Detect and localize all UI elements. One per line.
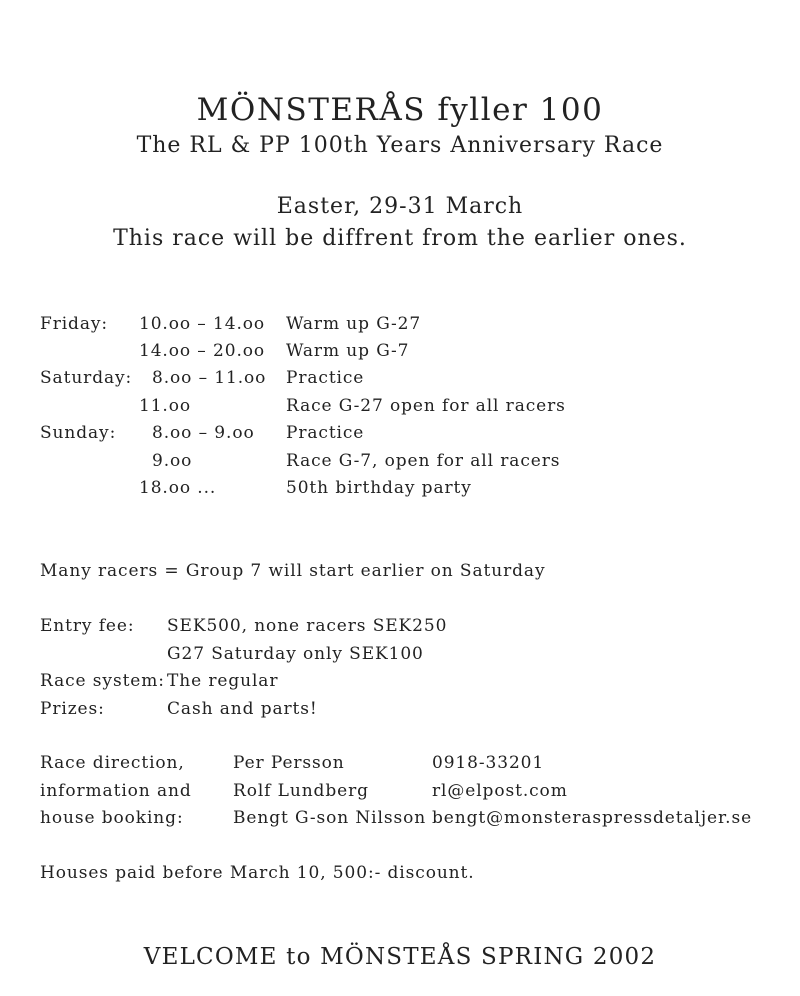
fee-label: Entry fee:: [40, 616, 135, 636]
schedule-time: 8.oo – 11.oo: [152, 368, 267, 388]
schedule-day: Saturday:: [40, 368, 133, 388]
schedule-time: 10.oo – 14.oo: [139, 314, 266, 334]
fee-label: Prizes:: [40, 699, 105, 719]
schedule-event: Warm up G-27: [286, 314, 422, 334]
schedule-event: Race G-7, open for all racers: [286, 451, 561, 471]
contact-email: bengt@monsteraspressdetaljer.se: [432, 808, 753, 828]
contact-name: Per Persson: [233, 753, 345, 773]
contact-label: information and: [40, 781, 192, 801]
group-note: Many racers = Group 7 will start earlier on Saturday: [40, 561, 546, 581]
contact-email: rl@elpost.com: [432, 781, 568, 801]
fee-value: SEK500, none racers SEK250: [167, 616, 448, 636]
contact-name: Rolf Lundberg: [233, 781, 369, 801]
schedule-time: 14.oo – 20.oo: [139, 341, 266, 361]
discount-note: Houses paid before March 10, 500:- discount.: [40, 863, 475, 883]
schedule-day: Sunday:: [40, 423, 117, 443]
schedule-time: 8.oo – 9.oo: [152, 423, 255, 443]
schedule-time: 18.oo ...: [139, 478, 217, 498]
contact-name: Bengt G-son Nilsson: [233, 808, 427, 828]
fee-value: Cash and parts!: [167, 699, 318, 719]
fee-value: The regular: [167, 671, 279, 691]
schedule-event: Practice: [286, 423, 365, 443]
schedule-event: 50th birthday party: [286, 478, 472, 498]
contact-label: Race direction,: [40, 753, 185, 773]
schedule-time: 11.oo: [139, 396, 192, 416]
document-subtitle: The RL & PP 100th Years Anniversary Race: [136, 133, 664, 158]
contact-label: house booking:: [40, 808, 184, 828]
intro-text: This race will be diffrent from the earlier ones.: [113, 226, 687, 251]
schedule-event: Warm up G-7: [286, 341, 410, 361]
footer-welcome: VELCOME to MÖNSTEÅS SPRING 2002: [143, 944, 657, 970]
fee-value: G27 Saturday only SEK100: [167, 644, 424, 664]
schedule-event: Practice: [286, 368, 365, 388]
fee-label: Race system:: [40, 671, 165, 691]
schedule-day: Friday:: [40, 314, 109, 334]
event-dates: Easter, 29-31 March: [276, 194, 524, 219]
document-title: MÖNSTERÅS fyller 100: [196, 92, 604, 128]
schedule-event: Race G-27 open for all racers: [286, 396, 566, 416]
contact-phone: 0918-33201: [432, 753, 545, 773]
schedule-time: 9.oo: [152, 451, 193, 471]
